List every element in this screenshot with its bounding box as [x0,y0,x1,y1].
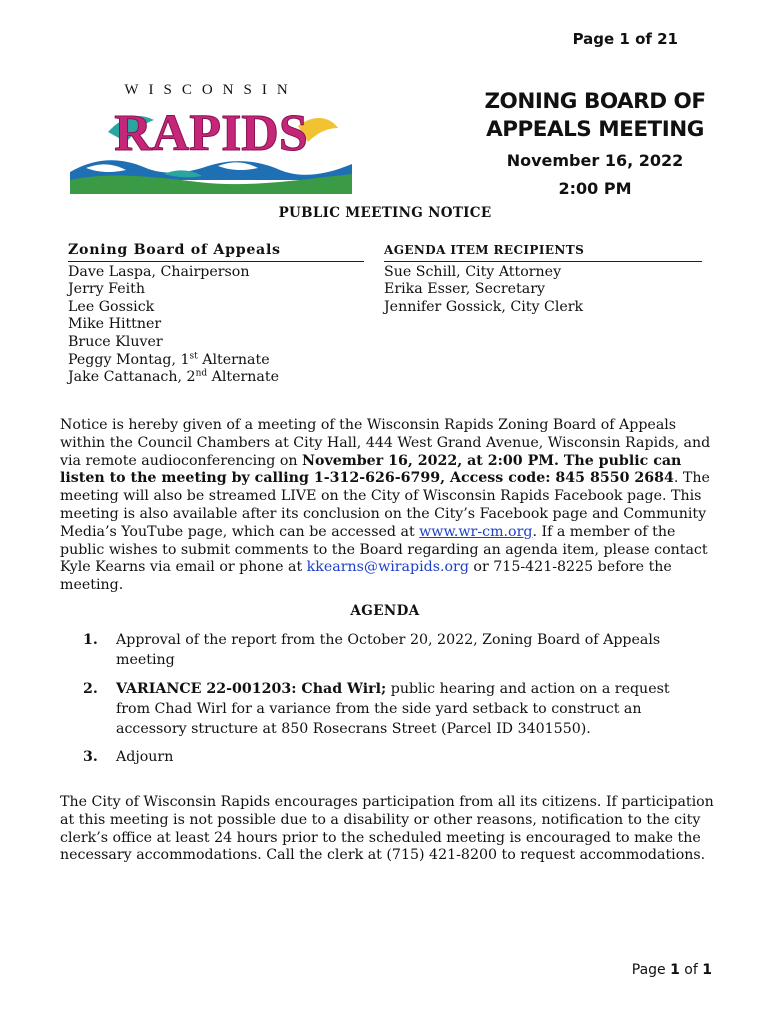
recipient: Erika Esser, Secretary [384,281,545,298]
board-member: Jerry Feith [68,281,146,298]
alternate-1-sup: st [189,350,198,361]
alternate-1-name: Peggy Montag, 1 [68,351,190,368]
board-members-column [68,242,364,387]
footer-page-label: Page [631,962,671,978]
public-meeting-notice-heading: PUBLIC MEETING NOTICE [278,205,492,221]
kkearns-email-link[interactable]: kkearns@wirapids.org [306,559,469,576]
wisconsin-rapids-logo [68,76,354,196]
logo-rapids-text: RAPIDS [114,105,308,162]
agenda-item [83,747,703,767]
meeting-time: 2:00 PM [558,179,632,198]
alternate-2-name: Jake Cattanach, 2 [68,369,196,386]
meeting-title-line1: ZONING BOARD OF [484,89,706,114]
notice-call-in-info: November 16, 2022, at 2:00 PM. The public can listen to the meeting by calling 1-312-626-6799, Access code: 845 8550 2684 [60,452,682,487]
alternate-1-suffix: Alternate [197,351,270,368]
page-indicator: Page 1 of 21 [572,30,678,48]
footer-of: of [679,962,703,978]
agenda-item-text [116,679,703,739]
footer-page-number: 1 [670,962,680,978]
alternate-2-suffix: Alternate [207,369,279,386]
logo-wisconsin-text: WISCONSIN [124,82,298,98]
meeting-title-line2: APPEALS MEETING [486,117,704,142]
agenda-item [83,679,703,739]
notice-text-1: Notice is hereby given of a meeting of the Wisconsin Rapids Zoning Board of Appeals within the Council Chambers at City Hall, 444 West Grand Avenue, Wisconsin Rapids, and via remote audioconferencing on [60,417,711,469]
agenda-item-number: 3. [83,749,98,765]
notice-text-2: . The meeting will also be streamed LIVE on the City of Wisconsin Rapids Facebook page. This meeting is also available after its conclusion on the City’s Facebook page and Community Media’s YouTube page, which can be accessed at [60,470,710,540]
recipients-column [384,242,702,316]
agenda-item-number: 2. [83,681,98,697]
accessibility-paragraph: The City of Wisconsin Rapids encourages participation from all its citizens. If participation at this meeting is not possible due to a disability or other reasons, notification to the city clerk’s office at least 24 hours prior to the scheduled meeting is encouraged to make the necessary accommodations. Call the clerk at (715) 421-8200 to request accommodations. [60,794,714,864]
footer-page-total: 1 [702,962,712,978]
board-member: Mike Hittner [68,316,162,333]
meeting-date: November 16, 2022 [506,151,684,170]
board-member: Lee Gossick [68,298,155,315]
recipient: Sue Schill, City Attorney [384,263,562,280]
notice-text-4: or 715-421-8225 before the meeting. [60,559,672,594]
variance-description: public hearing and action on a request from Chad Wirl for a variance from the side yard setback to construct an accessory structure at 850 Rosecrans Street (Parcel ID 3401550). [116,681,670,737]
agenda-item-number: 1. [83,632,98,648]
agenda-item [83,630,703,670]
recipients-heading: AGENDA ITEM RECIPIENTS [384,242,702,262]
board-heading: Zoning Board of Appeals [68,242,364,262]
board-member: Dave Laspa, Chairperson [68,263,250,280]
board-alternate-1 [68,352,364,370]
board-member: Bruce Kluver [68,333,163,350]
wr-cm-link[interactable]: www.wr-cm.org [419,523,533,540]
meeting-notice-paragraph [60,417,716,595]
alternate-2-sup: nd [195,368,208,379]
recipient: Jennifer Gossick, City Clerk [384,298,584,315]
agenda-item-text: Adjourn [116,749,174,765]
notice-text-3: . If a member of the public wishes to submit comments to the Board regarding an agenda item, please contact Kyle Kearns via email or phone at [60,523,708,576]
variance-title: VARIANCE 22-001203: Chad Wirl; [116,681,387,697]
board-alternate-2 [68,369,364,387]
page-footer [632,962,712,978]
agenda-item-text: Approval of the report from the October 20, 2022, Zoning Board of Appeals meeting [116,632,661,668]
agenda-heading: AGENDA [350,603,420,619]
meeting-title-block [470,88,720,200]
